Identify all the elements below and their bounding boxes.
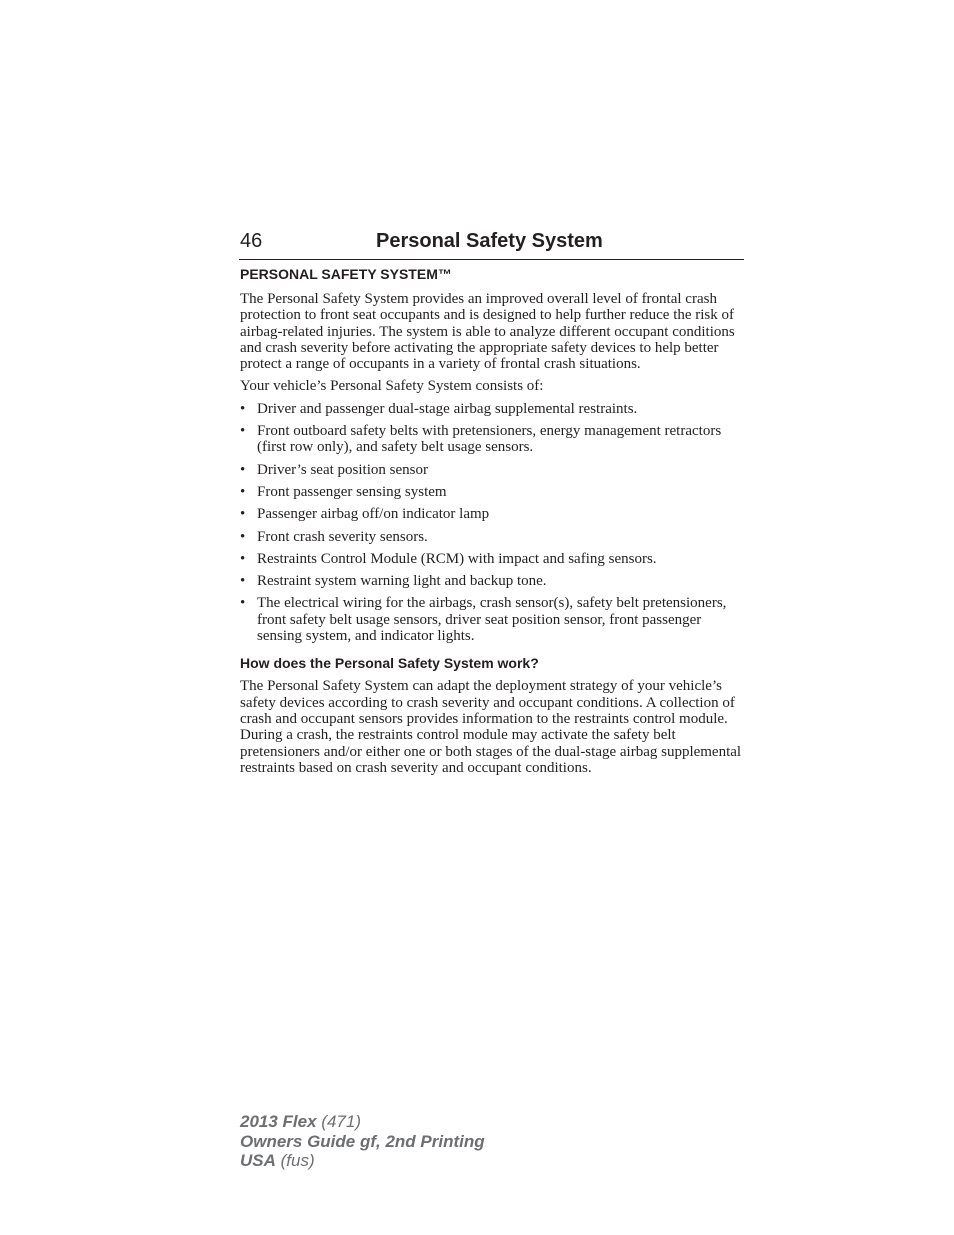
list-item-text: Front passenger sensing system (257, 483, 447, 500)
list-item (240, 423, 744, 456)
list-item (240, 573, 744, 589)
subsection-heading: How does the Personal Safety System work? (240, 655, 539, 672)
page-footer (240, 1112, 485, 1171)
footer-guide-line (240, 1132, 485, 1152)
list-item-text: Front crash severity sensors. (257, 528, 428, 545)
page-header (239, 228, 744, 260)
list-item (240, 529, 744, 545)
list-item-text: Restraint system warning light and backup tone. (257, 573, 547, 590)
running-title: Personal Safety System (376, 230, 603, 252)
list-item (240, 551, 744, 567)
list-item-text: Passenger airbag off/on indicator lamp (257, 506, 490, 523)
list-item-text: Driver’s seat position sensor (257, 461, 428, 478)
footer-market-line (240, 1151, 485, 1171)
page-number: 46 (240, 230, 263, 252)
bullet-icon: • (240, 550, 246, 567)
bullet-icon: • (240, 423, 246, 440)
list-item (240, 462, 744, 478)
page-content (240, 266, 744, 782)
footer-model-line (240, 1112, 485, 1132)
footer-market: USA (240, 1151, 276, 1170)
intro-paragraph: The Personal Safety System provides an improved overall level of frontal crash protection to front seat occupants and is designed to help further reduce the risk of airbag-related injuries. The system is able to analyze different occupant conditions and crash severity before activating the appropriate safety devices to help better protect a range of occupants in a variety of frontal crash situations. (240, 291, 735, 373)
footer-market-code: (fus) (280, 1151, 315, 1170)
bullet-icon: • (240, 506, 246, 523)
list-item (240, 401, 744, 417)
consists-of-paragraph: Your vehicle’s Personal Safety System consists of: (240, 378, 544, 395)
list-item-text: Driver and passenger dual-stage airbag supplemental restraints. (257, 400, 638, 417)
bullet-icon: • (240, 595, 246, 612)
bullet-icon: • (240, 400, 246, 417)
list-item-text: The electrical wiring for the airbags, crash sensor(s), safety belt pretensioners, front safety belt usage sensors, driver seat position sensor, front passenger sensing system, and indicator lights. (257, 595, 727, 645)
section-heading: PERSONAL SAFETY SYSTEM™ (240, 266, 452, 282)
list-item-text: Restraints Control Module (RCM) with impact and safing sensors. (257, 550, 657, 567)
bullet-icon: • (240, 461, 246, 478)
footer-model-code: (471) (321, 1112, 361, 1131)
list-item (240, 484, 744, 500)
list-item-text: Front outboard safety belts with pretensioners, energy management retractors (first row only), and safety belt usage sensors. (257, 423, 722, 456)
bullet-icon: • (240, 483, 246, 500)
list-item (240, 506, 744, 522)
list-item (240, 595, 744, 644)
bullet-icon: • (240, 528, 246, 545)
components-list (240, 401, 744, 645)
how-it-works-paragraph: The Personal Safety System can adapt the deployment strategy of your vehicle’s safety devices according to crash severity and occupant conditions. A collection of crash and occupant sensors provides information to the restraints control module. During a crash, the restraints control module may activate the safety belt pretensioners and/or either one or both stages of the dual-stage airbag supplemental restraints based on crash severity and occupant conditions. (240, 678, 742, 776)
footer-guide: Owners Guide gf, 2nd Printing (240, 1131, 485, 1151)
footer-model: 2013 Flex (240, 1112, 317, 1131)
bullet-icon: • (240, 573, 246, 590)
